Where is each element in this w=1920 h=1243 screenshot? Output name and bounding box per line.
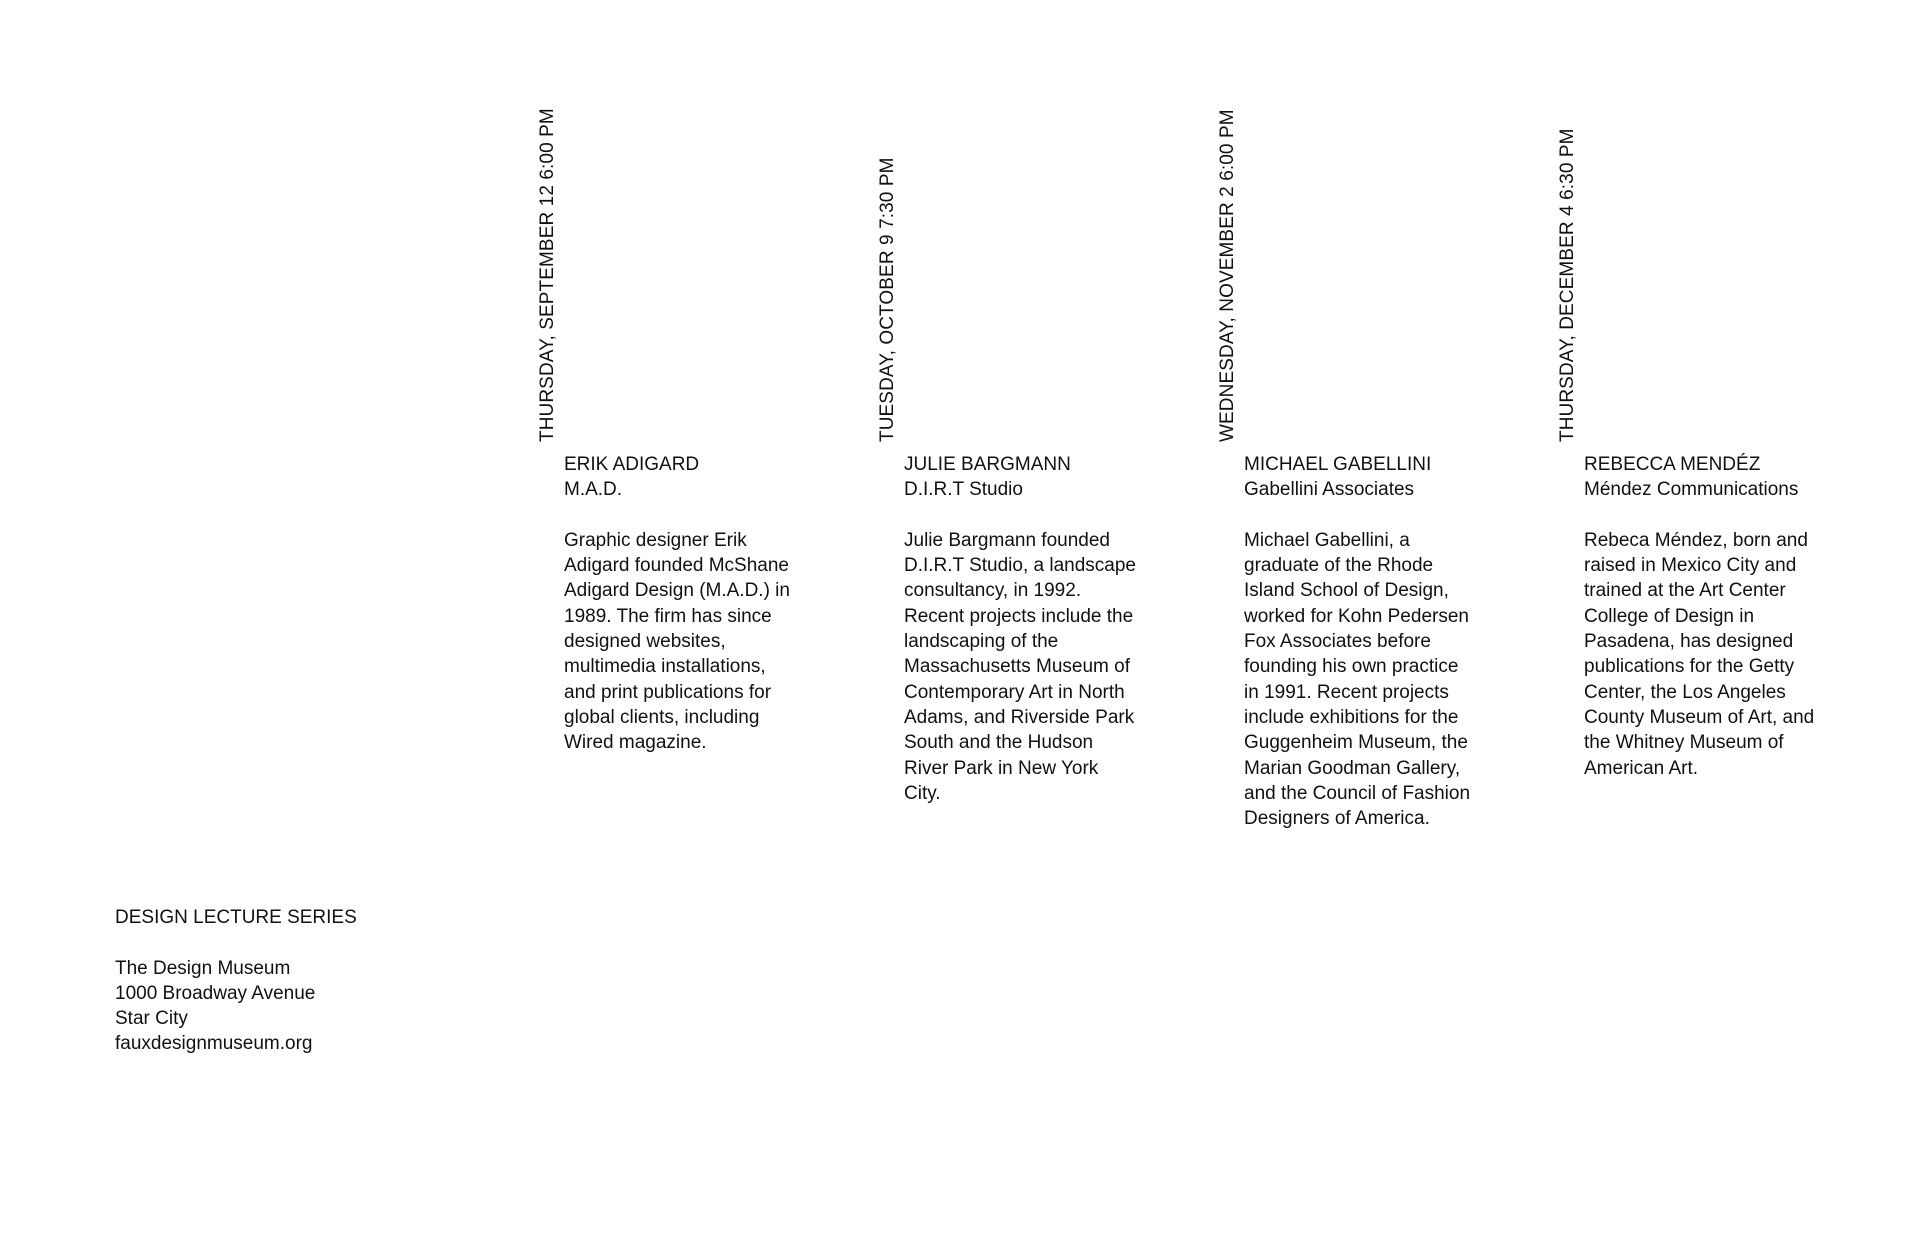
venue-address: 1000 Broadway Avenue [115,982,316,1004]
speaker-name: JULIE BARGMANN [904,454,1071,475]
lecture-date: TUESDAY, OCTOBER 9 7:30 PM [877,157,898,442]
lecture-column-gabellini [1216,0,1516,1000]
lecture-details [564,452,796,756]
lecture-details [1244,452,1476,831]
lecture-date-container [1556,112,1584,442]
series-title: DESIGN LECTURE SERIES [115,907,357,928]
speaker-bio: Rebeca Méndez, born and raised in Mexico City and trained at the Art Center College of Design in Pasadena, has designed publications for the Getty Center, the Los Angeles County Museum of Art, and the Whitney Museum of American Art. [1584,529,1815,779]
lecture-details [1584,452,1816,781]
speaker-organization: D.I.R.T Studio [904,479,1023,501]
lecture-date: WEDNESDAY, NOVEMBER 2 6:00 PM [1217,109,1238,442]
lecture-date-container [536,108,564,442]
speaker-bio: Michael Gabellini, a graduate of the Rhode Island School of Design, worked for Kohn Pedersen Fox Associates before founding his own practice in 1991. Recent projects include exhibitions for the Guggenheim Museum, the Marian Goodman Gallery, and the Council of Fashion Designers of America. [1244,529,1471,830]
venue-website: fauxdesignmuseum.org [115,1033,313,1055]
speaker-name: MICHAEL GABELLINI [1244,454,1432,475]
speaker-name: REBECCA MENDÉZ [1584,454,1761,475]
lecture-column-mendez [1556,0,1856,1000]
speaker-organization: Gabellini Associates [1244,479,1415,501]
speaker-organization: M.A.D. [564,479,623,501]
lecture-date-container [876,112,904,442]
venue-name: The Design Museum [115,957,291,979]
speaker-bio: Julie Bargmann founded D.I.R.T Studio, a landscape consultancy, in 1992. Recent projects include the landscaping of the Massachusetts Museum of Contemporary Art in North Adams, and Riverside Park South and the Hudson River Park in New York City. [904,529,1136,804]
series-info [115,905,445,1057]
lecture-column-adigard [536,0,836,1000]
speaker-bio: Graphic designer Erik Adigard founded McShane Adigard Design (M.A.D.) in 1989. The firm has since designed websites, multimedia installations, and print publications for global clients, including Wired magazine. [564,529,790,754]
lecture-date: THURSDAY, SEPTEMBER 12 6:00 PM [537,108,558,442]
venue-city: Star City [115,1008,188,1030]
lecture-column-bargmann [876,0,1176,1000]
speaker-organization: Méndez Communications [1584,479,1799,501]
lecture-date: THURSDAY, DECEMBER 4 6:30 PM [1557,128,1578,442]
speaker-name: ERIK ADIGARD [564,454,700,475]
lecture-date-container [1216,109,1244,442]
lecture-details [904,452,1136,806]
